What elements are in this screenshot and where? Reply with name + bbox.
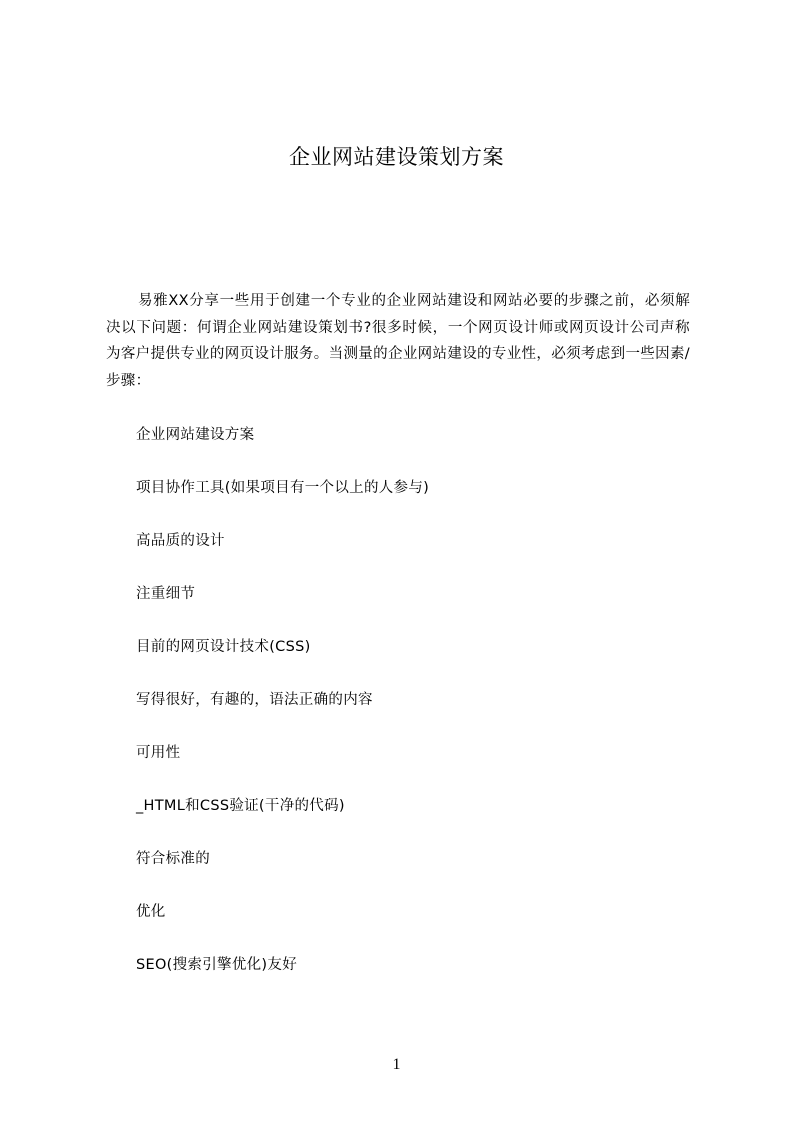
list-item: _HTML和CSS验证(干净的代码) bbox=[136, 798, 345, 814]
page-number: 1 bbox=[392, 1056, 401, 1073]
list-item: 项目协作工具(如果项目有一个以上的人参与) bbox=[136, 480, 430, 496]
list-item: 可用性 bbox=[136, 745, 181, 761]
list-item: 写得很好，有趣的，语法正确的内容 bbox=[136, 692, 373, 708]
document-title: 企业网站建设策划方案 bbox=[289, 145, 504, 169]
list-item: 注重细节 bbox=[136, 586, 196, 602]
list-item: 优化 bbox=[136, 904, 166, 920]
list-item: 目前的网页设计技术(CSS) bbox=[136, 639, 311, 655]
list-item: 高品质的设计 bbox=[136, 533, 225, 549]
list-item: 符合标准的 bbox=[136, 851, 210, 867]
list-item: SEO(搜索引擎优化)友好 bbox=[136, 957, 297, 973]
list-item: 企业网站建设方案 bbox=[136, 427, 255, 443]
intro-paragraph: 易雅XX分享一些用于创建一个专业的企业网站建设和网站必要的步骤之前，必须解决以下问题：何谓企业网站建设策划书?很多时候，一个网页设计师或网页设计公司声称为客户提供专业的网页设计服务。当测量的企业网站建设的专业性，必须考虑到一些因素/步骤： bbox=[106, 293, 690, 389]
